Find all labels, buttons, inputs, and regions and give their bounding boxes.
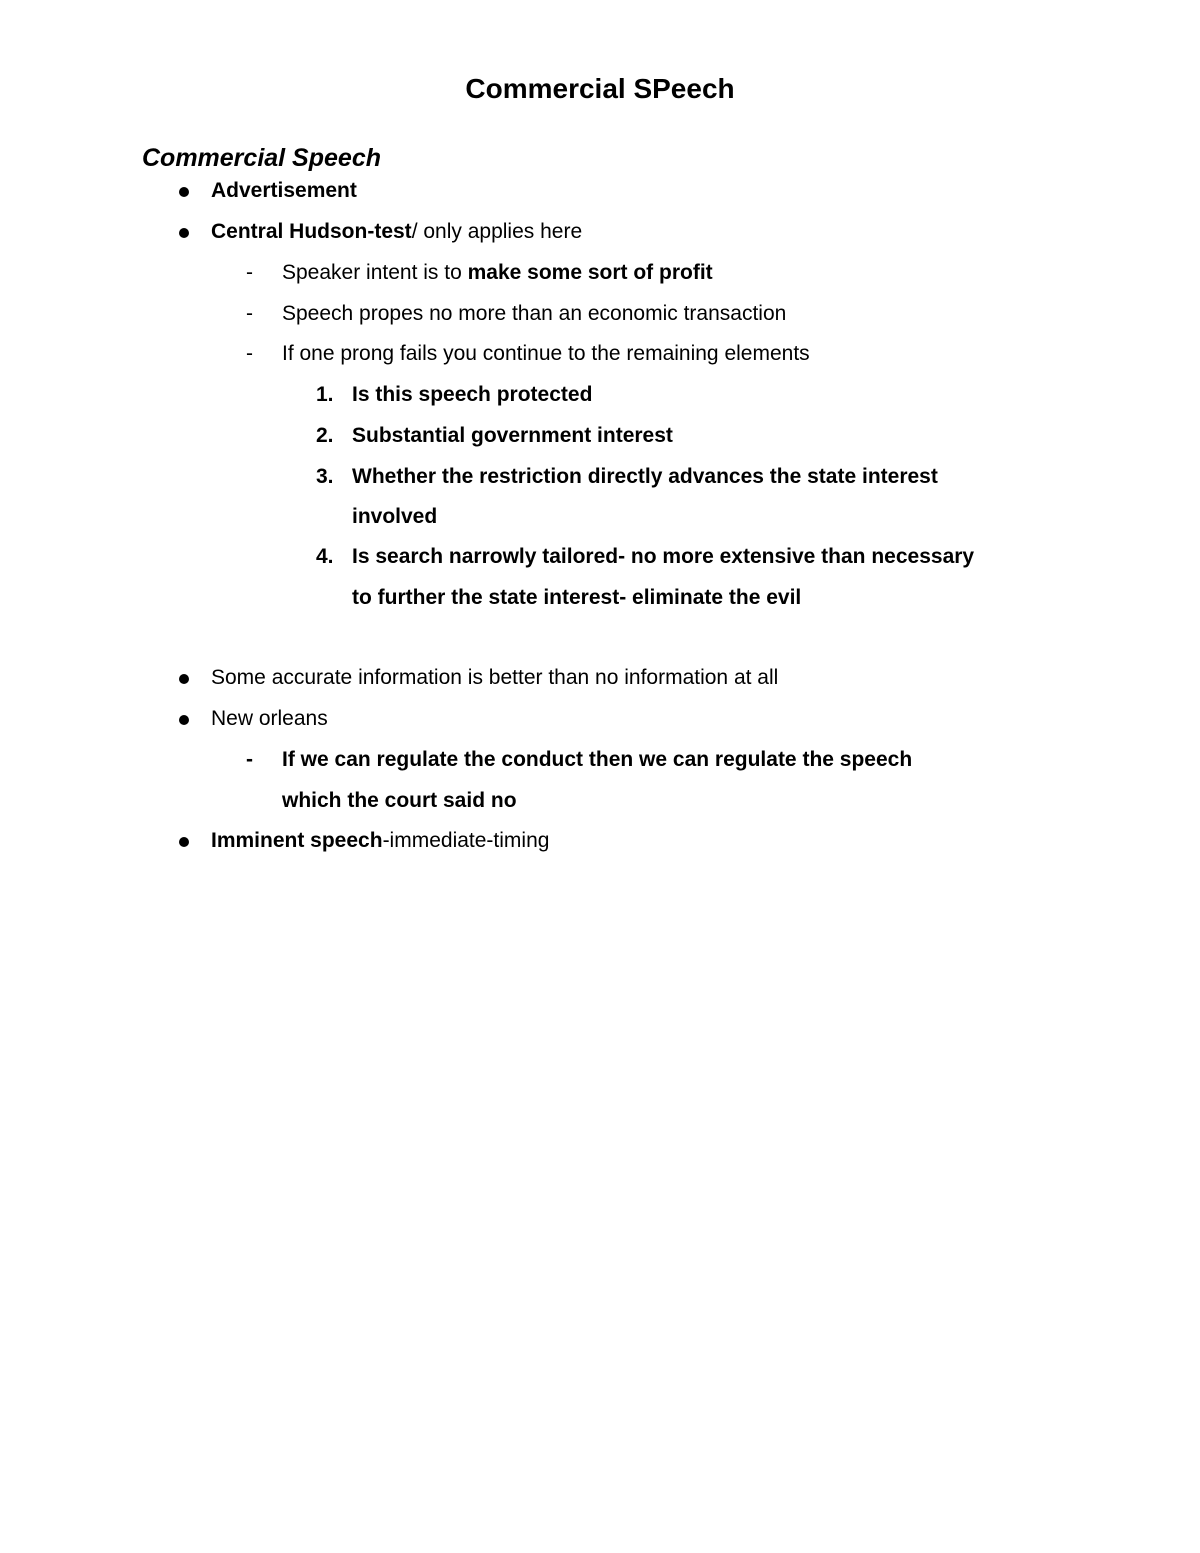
- list-item: Some accurate information is better than no information at all: [211, 666, 779, 689]
- dash-marker: -: [246, 748, 253, 771]
- bullet-icon: [179, 674, 189, 684]
- list-item: Substantial government interest: [352, 424, 673, 447]
- list-item: New orleans: [211, 707, 328, 730]
- list-item: Central Hudson-test/ only applies here: [211, 220, 583, 243]
- page-title: Commercial SPeech: [465, 73, 735, 104]
- bullet-icon: [179, 187, 189, 197]
- bullet-icon: [179, 228, 189, 238]
- list-item: Whether the restriction directly advances the state interest: [352, 465, 938, 488]
- list-number: 1.: [316, 383, 334, 406]
- list-item-continuation: which the court said no: [282, 789, 517, 812]
- list-item-continuation: involved: [352, 505, 438, 528]
- list-number: 2.: [316, 424, 334, 447]
- list-item: Advertisement: [211, 179, 357, 202]
- dash-marker: -: [246, 261, 253, 284]
- list-item: If we can regulate the conduct then we can regulate the speech: [282, 748, 913, 771]
- list-number: 4.: [316, 545, 334, 568]
- list-item-continuation: to further the state interest- eliminate the evil: [352, 586, 802, 609]
- bullet-icon: [179, 837, 189, 847]
- bullet-icon: [179, 715, 189, 725]
- list-item: Speech propes no more than an economic transaction: [282, 302, 787, 325]
- list-item: Speaker intent is to make some sort of profit: [282, 261, 713, 284]
- list-item: If one prong fails you continue to the remaining elements: [282, 342, 810, 365]
- list-item: Imminent speech-immediate-timing: [211, 829, 550, 852]
- dash-marker: -: [246, 302, 253, 325]
- section-heading: Commercial Speech: [142, 144, 381, 172]
- list-item: Is this speech protected: [352, 383, 593, 406]
- dash-marker: -: [246, 342, 253, 365]
- list-item: Is search narrowly tailored- no more extensive than necessary: [352, 545, 975, 568]
- list-number: 3.: [316, 465, 334, 488]
